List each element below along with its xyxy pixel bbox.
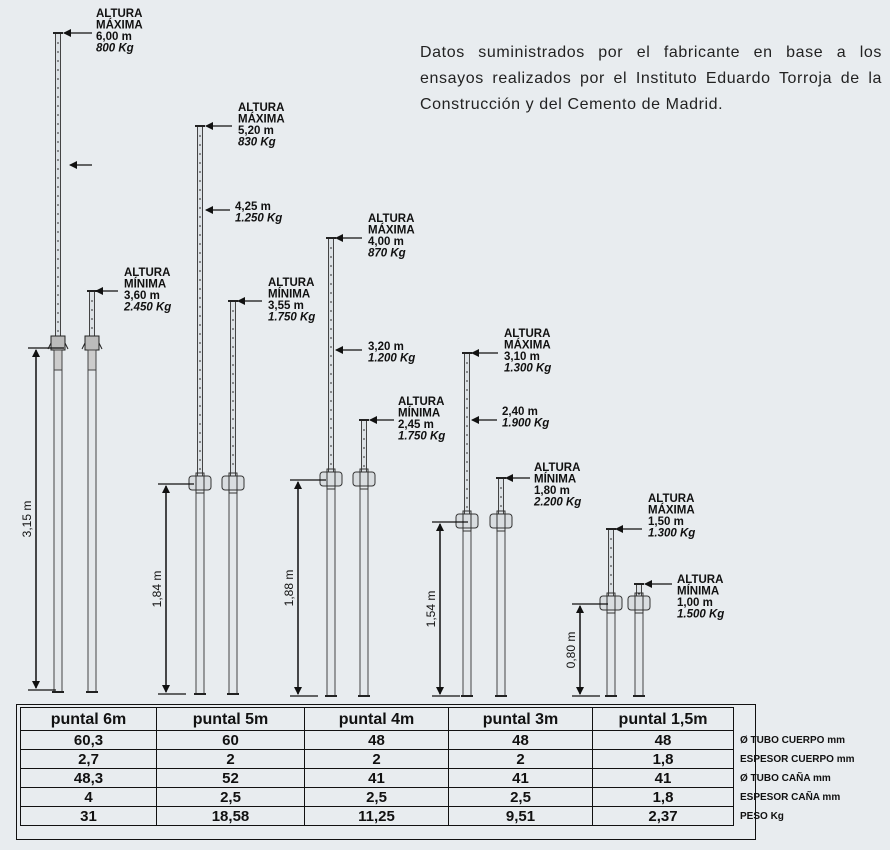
table-row [21, 769, 863, 788]
table-cell: 31 [21, 807, 157, 826]
callout-line: ALTURA [368, 213, 415, 225]
callout-line: 2,45 m [398, 419, 434, 431]
table-cell: 41 [449, 769, 593, 788]
callout-line: 1.750 Kg [268, 311, 316, 324]
callout-line: ALTURA [648, 493, 695, 505]
callout-line: 1,80 m [534, 485, 570, 497]
callout-line: MÍNIMA [268, 288, 311, 301]
row-unit-label: PESO Kg [740, 810, 784, 822]
prop-4m-retracted [353, 420, 375, 696]
dim-1-88m [282, 480, 326, 696]
callout-p15-min [677, 574, 724, 621]
header-puntal-4m: puntal 4m [305, 708, 449, 731]
callout-line: 3,60 m [124, 290, 160, 302]
callout-line: 800 Kg [96, 42, 134, 55]
table-cell: 2,5 [449, 788, 593, 807]
callout-line: ALTURA [238, 102, 285, 114]
callout-line: 4,00 m [368, 236, 404, 248]
table-cell: 52 [157, 769, 305, 788]
base-height-label: 3,15 m [20, 500, 34, 538]
callout-line: 1.200 Kg [368, 352, 416, 365]
callout-line: MÁXIMA [648, 504, 695, 517]
callout-line: 2.200 Kg [534, 496, 582, 509]
table-cell: 1,8 [593, 750, 734, 769]
table-cell: 60,3 [21, 731, 157, 750]
callout-line: 4,25 m [235, 201, 271, 213]
callout-line: ALTURA [504, 328, 551, 340]
dim-1-84m [150, 484, 194, 694]
prop-6m-retracted [82, 291, 102, 692]
callout-p5-min [268, 277, 315, 324]
callout-line: ALTURA [677, 574, 724, 586]
callout-line: 6,00 m [96, 31, 132, 43]
row-unit-label: ESPESOR CAÑA mm [740, 791, 841, 803]
row-unit-label: Ø TUBO CAÑA mm [740, 772, 831, 784]
table-cell: 41 [305, 769, 449, 788]
callout-p4-min [398, 396, 445, 443]
callout-line: 830 Kg [238, 136, 276, 149]
table-cell: 18,58 [157, 807, 305, 826]
table-header-row [21, 708, 863, 731]
callout-line: MÍNIMA [677, 585, 720, 598]
table-cell: 48 [449, 731, 593, 750]
table-row [21, 750, 863, 769]
callout-p6-max [96, 8, 143, 55]
callout-line: 1,50 m [648, 516, 684, 528]
table-cell: 48 [305, 731, 449, 750]
callout-line: 3,20 m [368, 341, 404, 353]
callout-line: 5,20 m [238, 125, 274, 137]
table-cell: 48,3 [21, 769, 157, 788]
prop-5m-retracted [222, 301, 244, 694]
callout-line: 2.450 Kg [124, 301, 172, 314]
callout-line: ALTURA [124, 267, 171, 279]
callout-line: ALTURA [268, 277, 315, 289]
row-unit-label: ESPESOR CUERPO mm [740, 753, 855, 765]
table-row [21, 788, 863, 807]
callout-line: MÁXIMA [238, 113, 285, 126]
callout-line: 1,00 m [677, 597, 713, 609]
table-cell: 11,25 [305, 807, 449, 826]
callout-line: MÍNIMA [398, 407, 441, 420]
table-cell: 60 [157, 731, 305, 750]
header-puntal-5m: puntal 5m [157, 708, 305, 731]
callout-line: MÁXIMA [504, 339, 551, 352]
callout-p4-max [368, 213, 415, 260]
callout-line: 2,40 m [502, 406, 538, 418]
table-cell: 2 [157, 750, 305, 769]
table-cell: 2,5 [305, 788, 449, 807]
prop-4m-extended [320, 238, 342, 696]
base-height-label: 1,88 m [282, 569, 296, 607]
callout-line: 1.300 Kg [648, 527, 696, 540]
header-puntal-1-5m: puntal 1,5m [593, 708, 734, 731]
table-row [21, 731, 863, 750]
specs-table [20, 707, 863, 826]
table-cell: 4 [21, 788, 157, 807]
base-height-label: 1,84 m [150, 570, 164, 608]
callout-p5-max [238, 102, 285, 149]
table-cell: 9,51 [449, 807, 593, 826]
callout-line: 3,55 m [268, 300, 304, 312]
callout-line: 1.300 Kg [504, 362, 552, 375]
callout-p3-max [504, 328, 551, 375]
prop-5m-extended [189, 126, 211, 694]
base-height-label: 1,54 m [424, 590, 438, 628]
table-cell: 2,37 [593, 807, 734, 826]
row-unit-label: Ø TUBO CUERPO mm [740, 734, 846, 746]
callout-line: MÁXIMA [368, 224, 415, 237]
callout-line: ALTURA [96, 8, 143, 20]
base-height-label: 0,80 m [564, 631, 578, 669]
table-cell: 48 [593, 731, 734, 750]
table-cell: 2 [305, 750, 449, 769]
callout-line: MÍNIMA [534, 473, 577, 486]
callout-p4-mid [368, 341, 415, 365]
table-cell: 41 [593, 769, 734, 788]
callout-line: 3,10 m [504, 351, 540, 363]
callout-line: 1.900 Kg [502, 417, 550, 430]
table-cell: 2 [449, 750, 593, 769]
callout-line: 1.750 Kg [398, 430, 446, 443]
prop-6m-extended [48, 33, 68, 692]
header-puntal-6m: puntal 6m [21, 708, 157, 731]
prop-1-5m-extended [600, 529, 622, 696]
header-puntal-3m: puntal 3m [449, 708, 593, 731]
callout-p3-mid [502, 406, 549, 430]
table-cell: 2,5 [157, 788, 305, 807]
dim-1-54m [424, 522, 468, 696]
dim-0-80m [564, 604, 608, 696]
callout-line: ALTURA [534, 462, 581, 474]
prop-1-5m-retracted [628, 584, 650, 696]
prop-3m-retracted [490, 478, 512, 696]
table-cell: 2,7 [21, 750, 157, 769]
callout-p6-min [123, 267, 171, 314]
callout-line: MÍNIMA [124, 278, 167, 291]
callout-line: 870 Kg [368, 247, 406, 260]
prop-3m-extended [456, 353, 478, 696]
table-cell: 1,8 [593, 788, 734, 807]
callout-p3-min [533, 462, 581, 509]
callout-p15-max [648, 493, 695, 540]
table-row [21, 807, 863, 826]
callout-line: 1.500 Kg [677, 608, 725, 621]
callout-p5-mid [235, 201, 282, 225]
intro-text: Datos suministrados por el fabricante en base a los ensayos realizados por el Instituto Eduardo Torroja de la Construcción y del Cemento de Madrid. [420, 44, 882, 113]
callout-line: MÁXIMA [96, 19, 143, 32]
callout-line: ALTURA [398, 396, 445, 408]
callout-line: 1.250 Kg [235, 212, 283, 225]
